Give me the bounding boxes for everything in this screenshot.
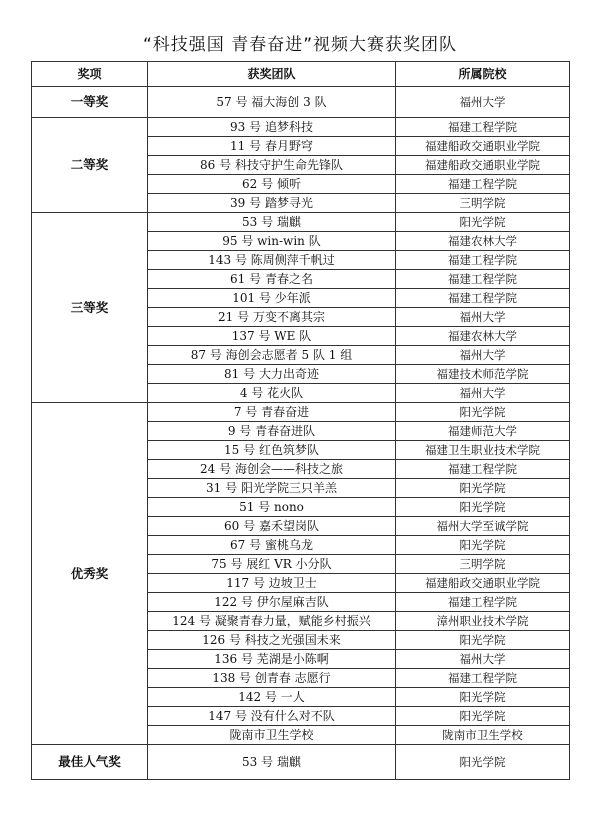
- team-name: 57 号 福大海创 3 队: [148, 87, 396, 118]
- table-row: [32, 87, 570, 118]
- school-name: 阳光学院: [396, 745, 570, 780]
- team-name: 138 号 创青春 志愿行: [148, 669, 396, 688]
- team-name: 143 号 陈周侧萍千帆过: [148, 251, 396, 270]
- school-name: 漳州职业技术学院: [396, 612, 570, 631]
- school-name: 福州大学至诚学院: [396, 517, 570, 536]
- school-name: 福建卫生职业技术学院: [396, 441, 570, 460]
- table-row: [32, 745, 570, 780]
- team-name: 21 号 万变不离其宗: [148, 308, 396, 327]
- awards-table: [31, 61, 570, 780]
- school-name: 阳光学院: [396, 688, 570, 707]
- team-name: 11 号 春月野穹: [148, 137, 396, 156]
- team-name: 142 号 一人: [148, 688, 396, 707]
- school-name: 福建工程学院: [396, 669, 570, 688]
- team-name: 61 号 青春之名: [148, 270, 396, 289]
- school-name: 福州大学: [396, 87, 570, 118]
- team-name: 124 号 凝聚青春力量，赋能乡村振兴: [148, 612, 396, 631]
- team-name: 136 号 芜湖是小陈啊: [148, 650, 396, 669]
- team-name: 53 号 瑞麒: [148, 745, 396, 780]
- school-name: 福建工程学院: [396, 118, 570, 137]
- award-category: 三等奖: [32, 213, 148, 403]
- school-name: 福建工程学院: [396, 460, 570, 479]
- school-name: 阳光学院: [396, 479, 570, 498]
- award-category: 二等奖: [32, 118, 148, 213]
- team-name: 7 号 青春奋进: [148, 403, 396, 422]
- school-name: 福建技术师范学院: [396, 365, 570, 384]
- team-name: 137 号 WE 队: [148, 327, 396, 346]
- team-name: 60 号 嘉禾望岗队: [148, 517, 396, 536]
- team-name: 4 号 花火队: [148, 384, 396, 403]
- team-name: 9 号 青春奋进队: [148, 422, 396, 441]
- award-category: 优秀奖: [32, 403, 148, 745]
- team-name: 95 号 win-win 队: [148, 232, 396, 251]
- team-name: 87 号 海创会志愿者 5 队 1 组: [148, 346, 396, 365]
- header-school: 所属院校: [396, 62, 570, 87]
- team-name: 31 号 阳光学院三只羊羔: [148, 479, 396, 498]
- table-row: [32, 403, 570, 422]
- school-name: 福州大学: [396, 346, 570, 365]
- team-name: 24 号 海创会——科技之旅: [148, 460, 396, 479]
- team-name: 75 号 展红 VR 小分队: [148, 555, 396, 574]
- team-name: 86 号 科技守护生命先锋队: [148, 156, 396, 175]
- school-name: 福建船政交通职业学院: [396, 574, 570, 593]
- school-name: 阳光学院: [396, 213, 570, 232]
- team-name: 陇南市卫生学校: [148, 726, 396, 745]
- team-name: 93 号 追梦科技: [148, 118, 396, 137]
- school-name: 三明学院: [396, 555, 570, 574]
- school-name: 福建工程学院: [396, 593, 570, 612]
- school-name: 福建农林大学: [396, 327, 570, 346]
- table-row: [32, 118, 570, 137]
- awards-table-body: [32, 87, 570, 780]
- table-header-row: [32, 62, 570, 87]
- header-team: 获奖团队: [148, 62, 396, 87]
- school-name: 阳光学院: [396, 631, 570, 650]
- school-name: 阳光学院: [396, 403, 570, 422]
- document-title: “科技强国 青春奋进”视频大赛获奖团队: [142, 35, 458, 55]
- team-name: 147 号 没有什么对不队: [148, 707, 396, 726]
- school-name: 福建工程学院: [396, 175, 570, 194]
- school-name: 阳光学院: [396, 498, 570, 517]
- school-name: 三明学院: [396, 194, 570, 213]
- school-name: 福建农林大学: [396, 232, 570, 251]
- team-name: 51 号 nono: [148, 498, 396, 517]
- school-name: 福建船政交通职业学院: [396, 137, 570, 156]
- team-name: 117 号 边坡卫士: [148, 574, 396, 593]
- school-name: 阳光学院: [396, 536, 570, 555]
- team-name: 81 号 大力出奇迹: [148, 365, 396, 384]
- school-name: 福建船政交通职业学院: [396, 156, 570, 175]
- school-name: 陇南市卫生学校: [396, 726, 570, 745]
- table-row: [32, 213, 570, 232]
- team-name: 122 号 伊尔屋麻吉队: [148, 593, 396, 612]
- team-name: 126 号 科技之光强国未来: [148, 631, 396, 650]
- team-name: 67 号 蜜桃乌龙: [148, 536, 396, 555]
- team-name: 101 号 少年派: [148, 289, 396, 308]
- team-name: 53 号 瑞麒: [148, 213, 396, 232]
- school-name: 阳光学院: [396, 707, 570, 726]
- team-name: 39 号 踏梦寻光: [148, 194, 396, 213]
- school-name: 福建工程学院: [396, 270, 570, 289]
- award-category: 一等奖: [32, 87, 148, 118]
- school-name: 福州大学: [396, 384, 570, 403]
- school-name: 福建工程学院: [396, 289, 570, 308]
- school-name: 福建工程学院: [396, 251, 570, 270]
- team-name: 62 号 倾听: [148, 175, 396, 194]
- school-name: 福建师范大学: [396, 422, 570, 441]
- school-name: 福州大学: [396, 308, 570, 327]
- award-category: 最佳人气奖: [32, 745, 148, 780]
- team-name: 15 号 红色筑梦队: [148, 441, 396, 460]
- school-name: 福州大学: [396, 650, 570, 669]
- header-award: 奖项: [32, 62, 148, 87]
